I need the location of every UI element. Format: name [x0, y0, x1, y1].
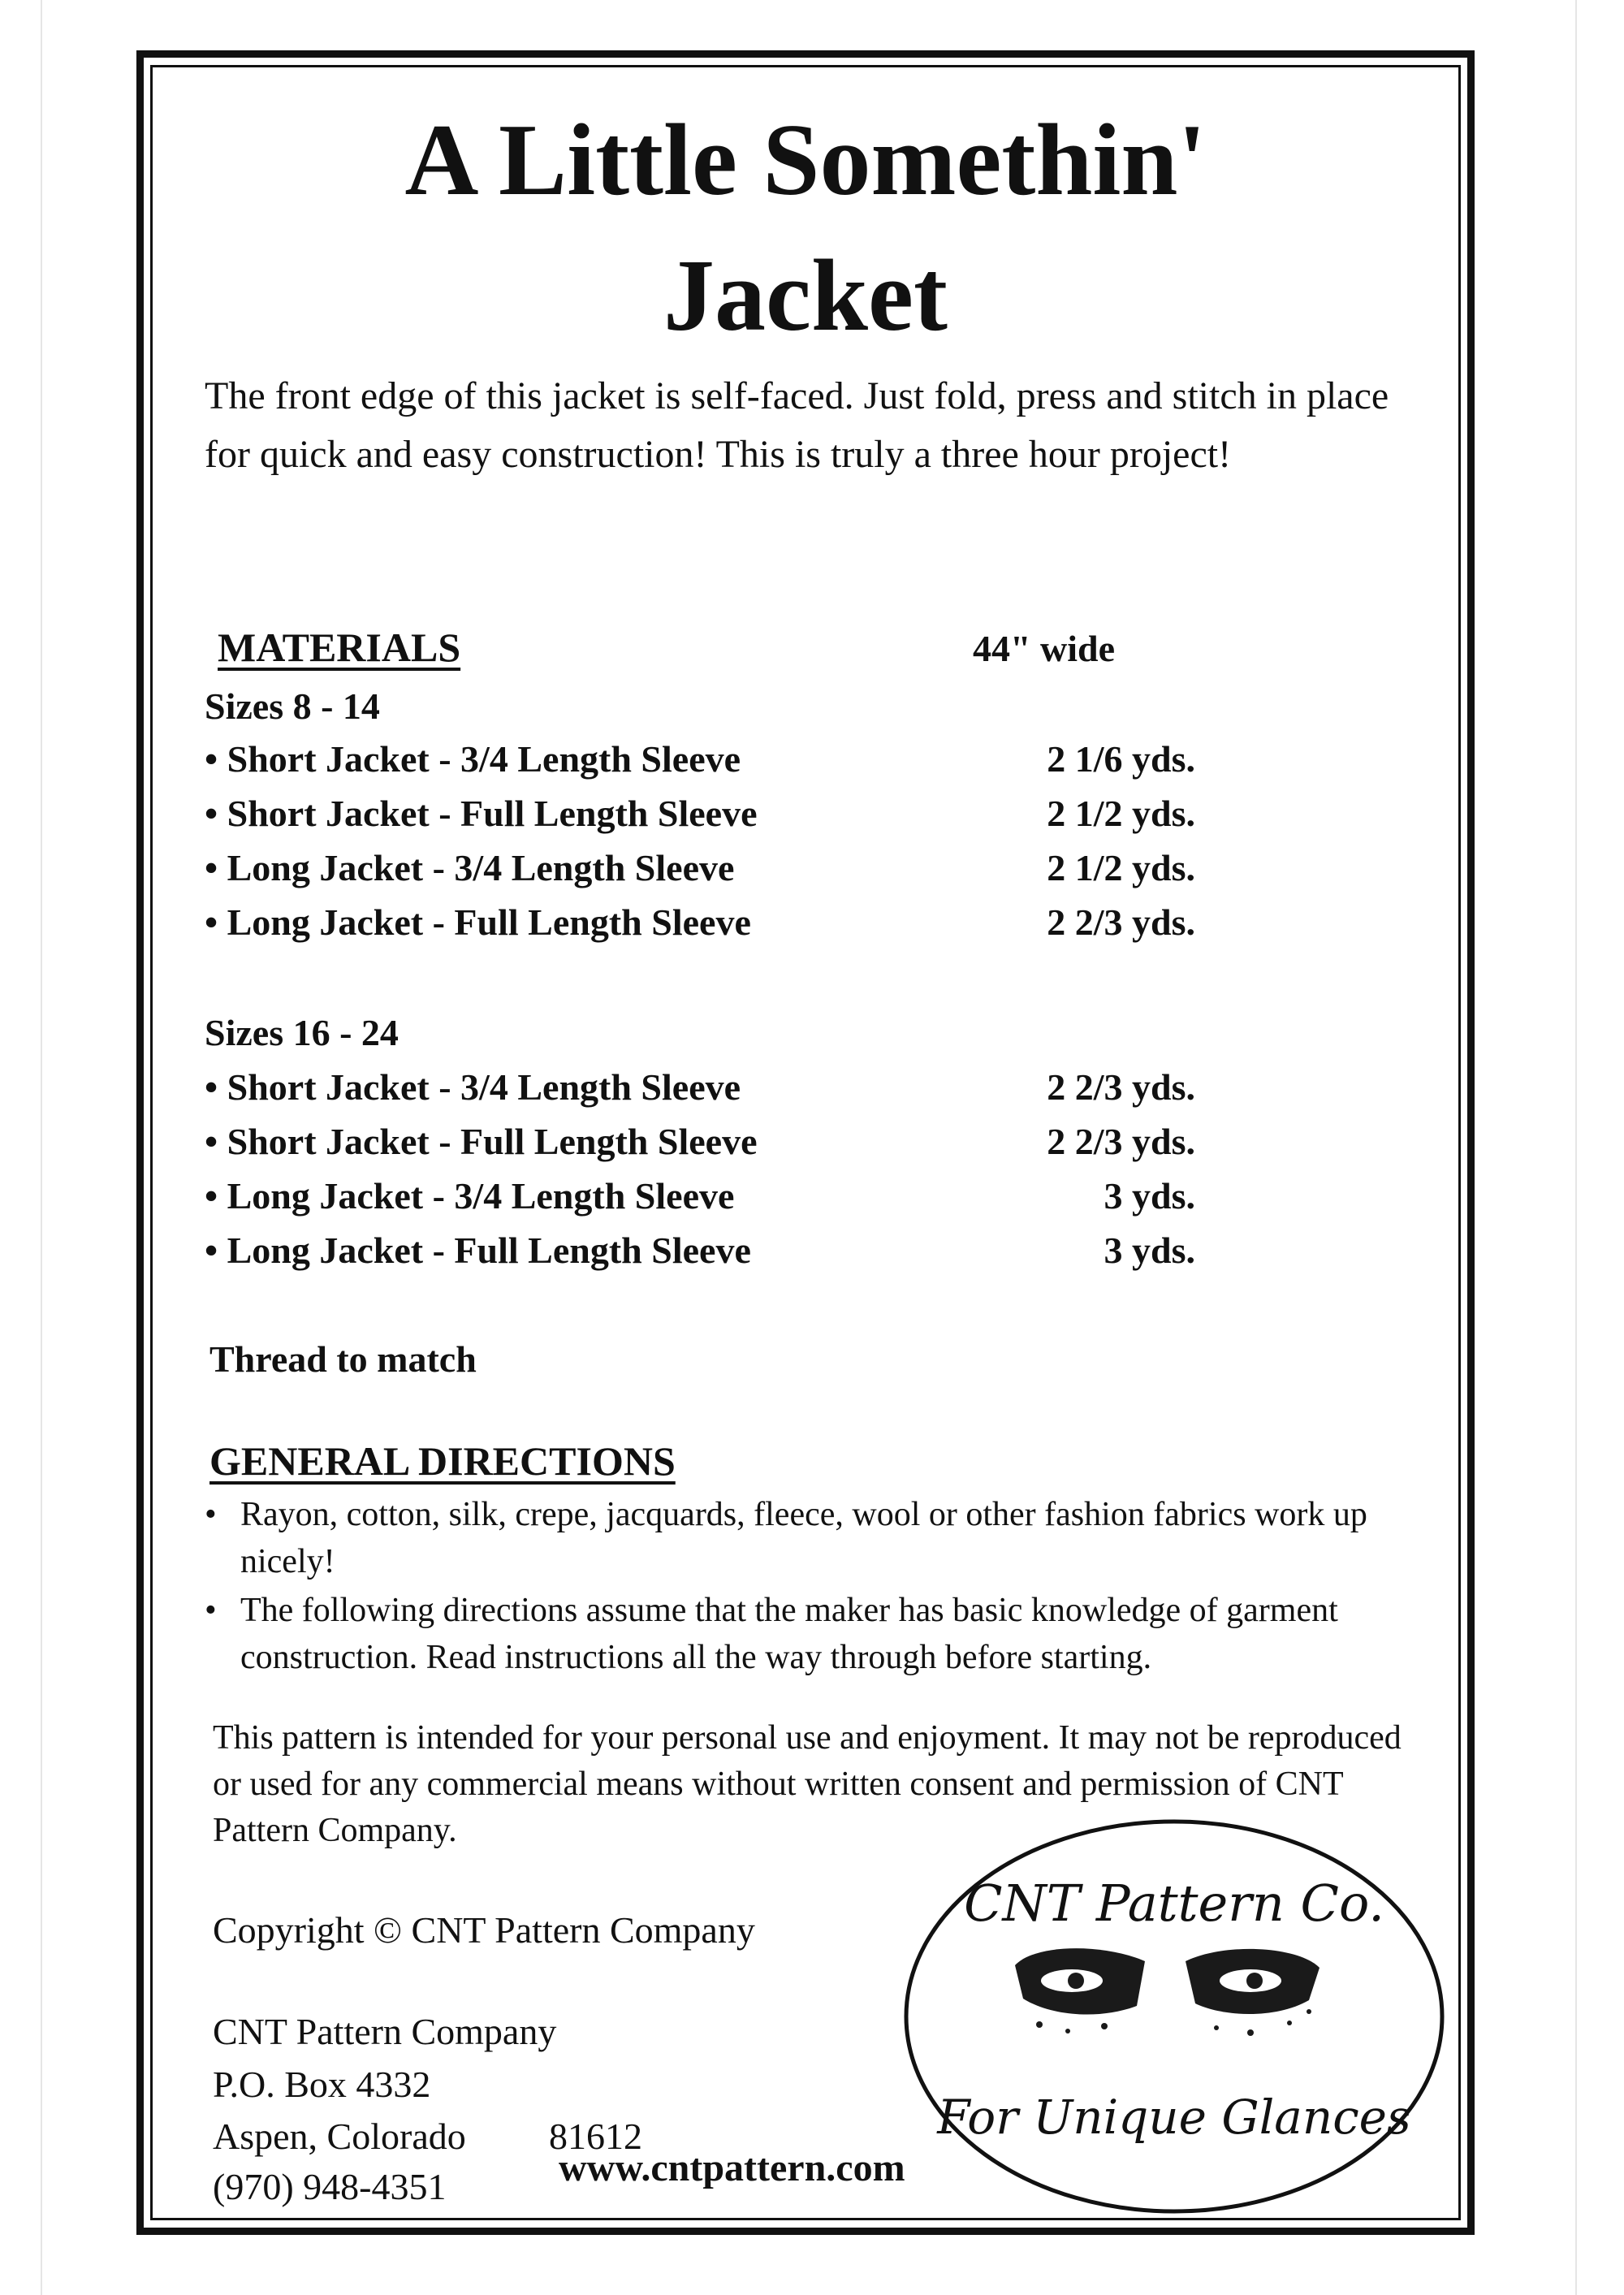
intro-paragraph: The front edge of this jacket is self-faced. Just fold, press and stitch in place for quick and easy construction! This is truly a three hour project!	[205, 374, 1389, 476]
materials-item-label: • Long Jacket - 3/4 Length Sleeve	[205, 1175, 735, 1217]
materials-item-label: • Short Jacket - Full Length Sleeve	[205, 1121, 758, 1162]
materials-heading: MATERIALS	[218, 625, 461, 670]
bullet-glyph: •	[205, 1496, 217, 1533]
eyes-glance-icon	[1015, 1948, 1320, 2036]
logo-top-text: CNT Pattern Co.	[964, 1874, 1384, 1933]
materials-row	[205, 846, 1195, 900]
directions-text: Rayon, cotton, silk, crepe, jacquards, fleece, wool or other fashion fabrics work up nicely!	[240, 1496, 1367, 1580]
materials-item-label: • Short Jacket - 3/4 Length Sleeve	[205, 1066, 741, 1108]
bullet-glyph: •	[205, 1592, 217, 1629]
copyright-line: Copyright © CNT Pattern Company	[213, 1909, 755, 1951]
fabric-width-label: 44" wide	[973, 628, 1116, 669]
materials-item-amount: 2 1/2 yds.	[1047, 847, 1195, 888]
size-group-label: Sizes 16 - 24	[205, 1012, 399, 1053]
materials-item-amount: 2 2/3 yds.	[1047, 1121, 1195, 1162]
directions-item	[205, 1587, 1439, 1683]
directions-text: The following directions assume that the maker has basic knowledge of garment construction. Read instructions all the way through before starting.	[240, 1592, 1338, 1676]
materials-item-amount: 2 1/2 yds.	[1047, 793, 1195, 834]
materials-item-amount: 3 yds.	[1104, 1230, 1195, 1271]
materials-row	[205, 1174, 1195, 1228]
materials-item-label: • Short Jacket - 3/4 Length Sleeve	[205, 738, 741, 780]
title-line-1: A Little Somethin'	[404, 104, 1207, 217]
usage-notice: This pattern is intended for your personal use and enjoyment. It may not be reproduced or used for any commercial means without written consent and permission of CNT Pattern Company.	[213, 1719, 1402, 1849]
logo-bottom-text: For Unique Glances	[937, 2090, 1411, 2145]
materials-row	[205, 1120, 1195, 1173]
materials-item-label: • Long Jacket - Full Length Sleeve	[205, 1230, 751, 1271]
materials-row	[205, 1229, 1195, 1282]
thread-note: Thread to match	[209, 1338, 477, 1380]
address-company: CNT Pattern Company	[213, 2011, 557, 2052]
materials-row	[205, 1065, 1195, 1119]
materials-item-label: • Long Jacket - Full Length Sleeve	[205, 901, 751, 943]
title-line-2: Jacket	[663, 240, 948, 352]
materials-item-amount: 2 2/3 yds.	[1047, 1066, 1195, 1108]
materials-item-amount: 2 1/6 yds.	[1047, 738, 1195, 780]
address-city: Aspen, Colorado	[213, 2116, 466, 2157]
materials-item-amount: 3 yds.	[1104, 1175, 1195, 1217]
materials-row	[205, 737, 1195, 791]
directions-item	[205, 1491, 1439, 1587]
company-logo	[893, 1807, 1455, 2221]
materials-row	[205, 792, 1195, 845]
materials-item-amount: 2 2/3 yds.	[1047, 901, 1195, 943]
size-group-label: Sizes 8 - 14	[205, 685, 380, 727]
address-po-box: P.O. Box 4332	[213, 2064, 431, 2105]
website-link[interactable]: www.cntpattern.com	[559, 2146, 905, 2189]
general-directions-heading: GENERAL DIRECTIONS	[209, 1438, 676, 1484]
materials-row	[205, 901, 1195, 954]
materials-item-label: • Short Jacket - Full Length Sleeve	[205, 793, 758, 834]
address-phone: (970) 948-4351	[213, 2166, 447, 2207]
materials-item-label: • Long Jacket - 3/4 Length Sleeve	[205, 847, 735, 888]
address-zip: 81612	[549, 2116, 642, 2157]
